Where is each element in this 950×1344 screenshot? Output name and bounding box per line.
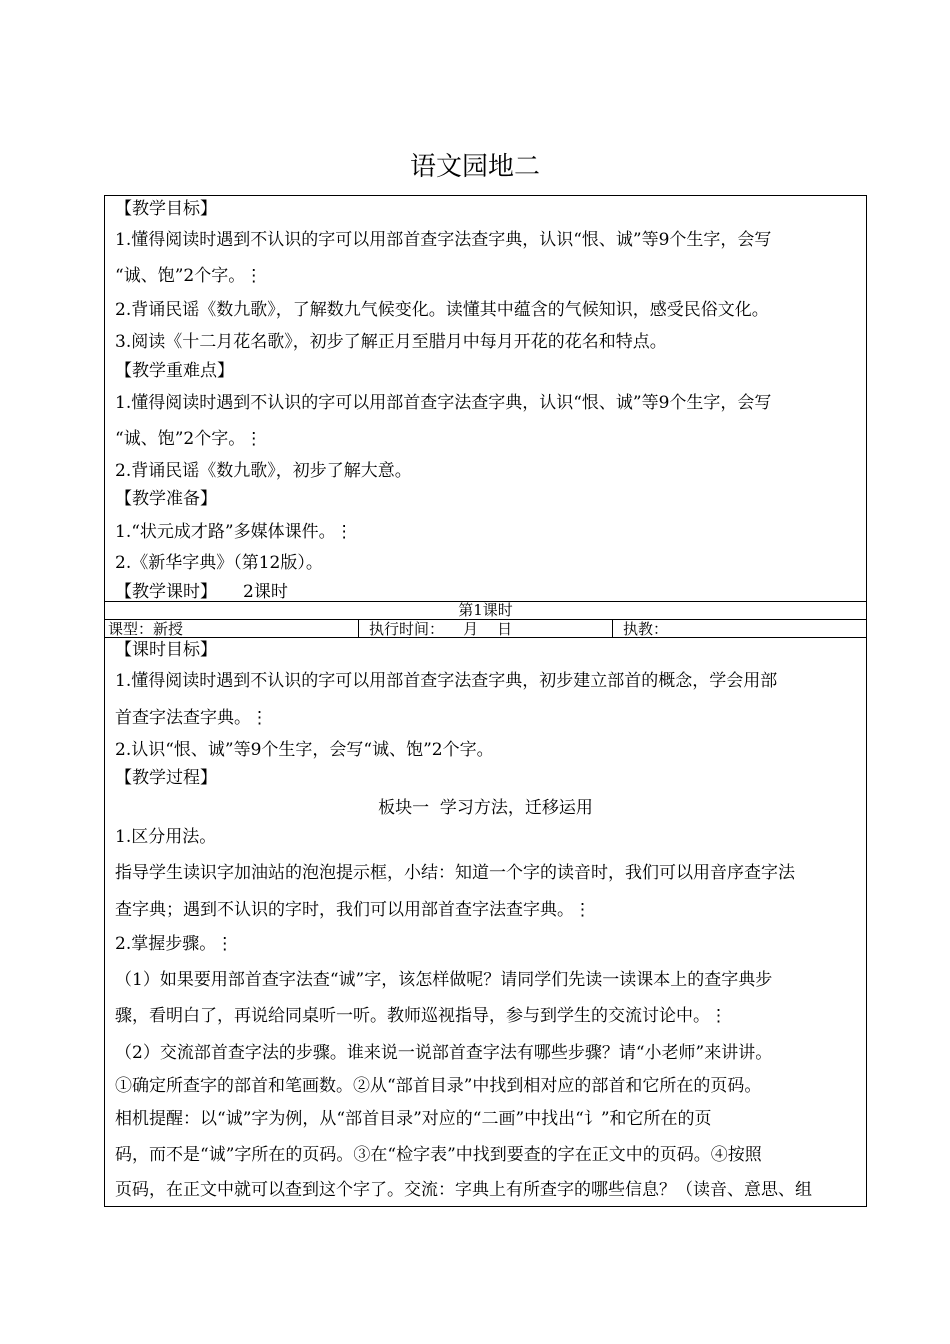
process-line-11: 页码，在正文中就可以查到这个字了。交流：字典上有所查字的哪些信息？（读音、意思、组 (115, 1180, 812, 1200)
lesson-goals-heading: 【课时目标】 (115, 640, 217, 660)
goals-heading: 【教学目标】 (115, 199, 217, 219)
process-line-8: ①确定所查字的部首和笔画数。②从“部首目录”中找到相对应的部首和它所在的页码。 (115, 1076, 762, 1096)
lesson-goals-line-2: 首查字法查字典。⋮ (115, 708, 268, 728)
page-title: 语文园地二 (409, 152, 540, 182)
divider (612, 619, 613, 637)
lesson-type: 课型：新授 (108, 620, 184, 638)
goals-line-4: 3.阅读《十二月花名歌》，初步了解正月至腊月中每月开花的花名和特点。 (115, 332, 667, 352)
key-line-3: 2.背诵民谣《数九歌》，初步了解大意。 (115, 461, 412, 481)
hours-heading: 【教学课时】 (115, 582, 217, 602)
process-line-1: 1.区分用法。 (115, 827, 217, 847)
process-line-2: 指导学生读识字加油站的泡泡提示框，小结：知道一个字的读音时，我们可以用音序查字法 (115, 863, 795, 883)
hours-row (115, 581, 288, 603)
lesson-time: 执行时间： 月 日 (369, 620, 513, 638)
lesson-plan-table (104, 195, 867, 1207)
section-title: 板块一 学习方法，迁移运用 (378, 798, 593, 818)
process-heading: 【教学过程】 (115, 768, 217, 788)
goals-line-2: “诚、饱”2个字。⋮ (115, 266, 263, 286)
key-line-1: 1.懂得阅读时遇到不认识的字可以用部首查字法查字典，认识“恨、诚”等9个生字，会写 (115, 393, 772, 413)
process-line-5: （1）如果要用部首查字法查“诚”字，该怎样做呢？请同学们先读一读课本上的查字典步 (115, 970, 773, 990)
goals-line-3: 2.背诵民谣《数九歌》，了解数九气候变化。读懂其中蕴含的气候知识，感受民俗文化。 (115, 300, 769, 320)
divider (105, 637, 866, 638)
key-heading: 【教学重难点】 (115, 361, 234, 381)
process-line-10: 码，而不是“诚”字所在的页码。③在“检字表”中找到要查的字在正文中的页码。④按照 (115, 1145, 762, 1165)
process-line-4: 2.掌握步骤。⋮ (115, 934, 234, 954)
process-line-3: 查字典；遇到不认识的字时，我们可以用部首查字法查字典。⋮ (115, 900, 591, 920)
process-line-9: 相机提醒：以“诚”字为例，从“部首目录”对应的“二画”中找出“讠”和它所在的页 (115, 1109, 712, 1129)
process-line-6: 骤，看明白了，再说给同桌听一听。教师巡视指导，参与到学生的交流讨论中。⋮ (115, 1006, 727, 1026)
hours-value: 2课时 (243, 582, 288, 602)
process-line-7: （2）交流部首查字法的步骤。谁来说一说部首查字法有哪些步骤？请“小老师”来讲讲。 (115, 1043, 773, 1063)
lesson-label: 第1课时 (458, 601, 513, 619)
key-line-2: “诚、饱”2个字。⋮ (115, 429, 263, 449)
prep-heading: 【教学准备】 (115, 489, 217, 509)
goals-line-1: 1.懂得阅读时遇到不认识的字可以用部首查字法查字典，认识“恨、诚”等9个生字，会写 (115, 230, 772, 250)
divider (358, 619, 359, 637)
lesson-teacher: 执教： (623, 620, 669, 638)
lesson-goals-line-1: 1.懂得阅读时遇到不认识的字可以用部首查字法查字典，初步建立部首的概念，学会用部 (115, 671, 778, 691)
prep-line-1: 1.“状元成才路”多媒体课件。⋮ (115, 522, 353, 542)
prep-line-2: 2.《新华字典》（第12版）。 (115, 553, 323, 573)
lesson-goals-line-3: 2.认识“恨、诚”等9个生字，会写“诚、饱”2个字。 (115, 740, 494, 760)
